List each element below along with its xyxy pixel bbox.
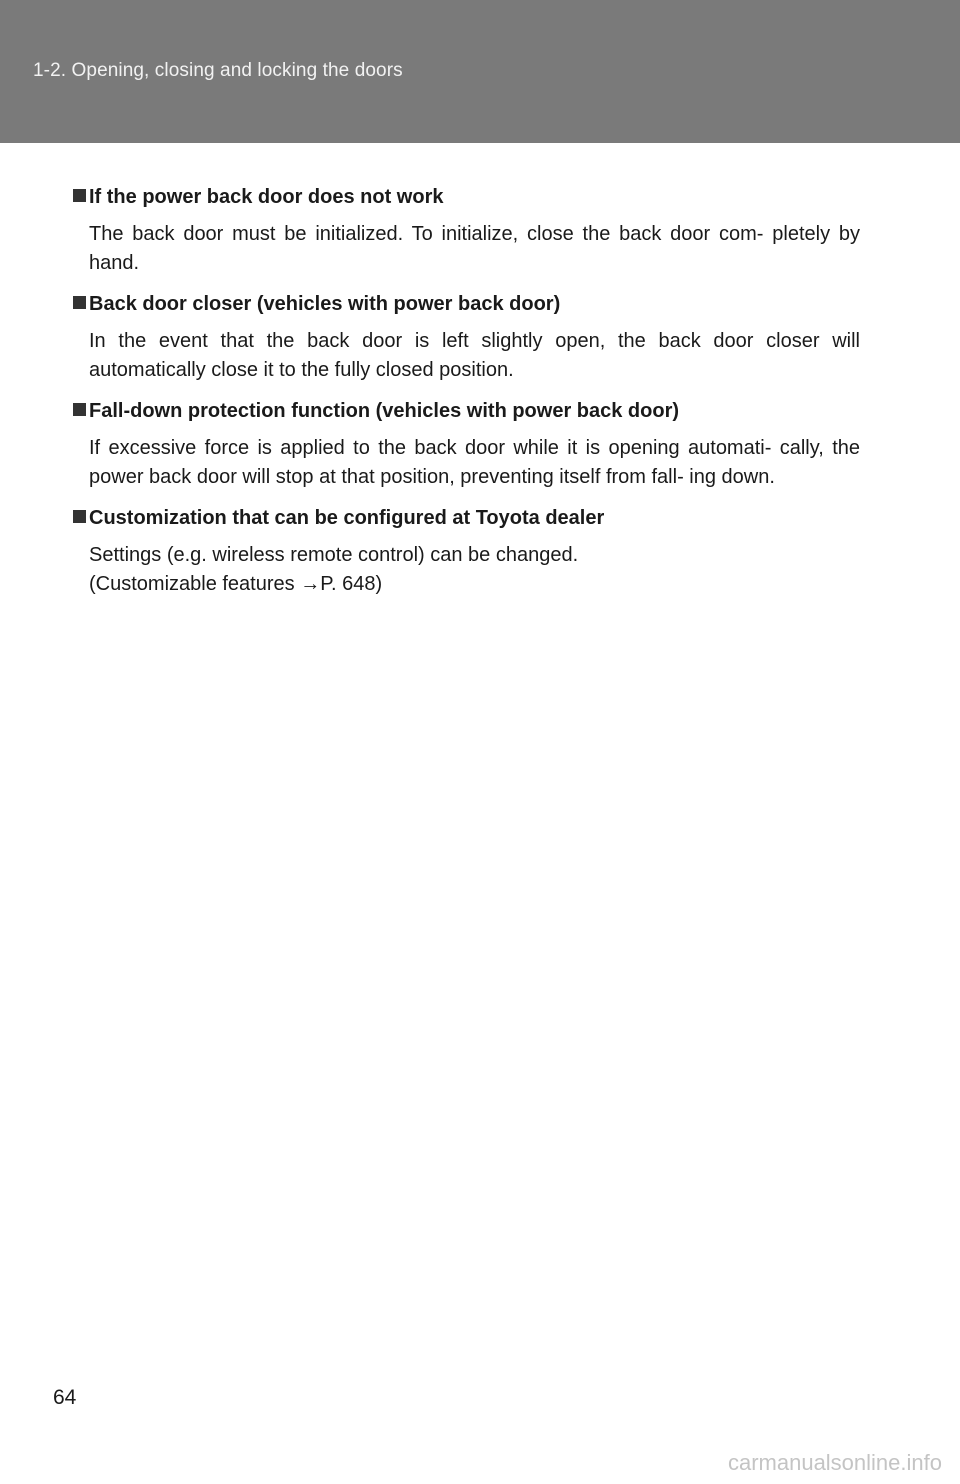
section-back-door-closer (73, 289, 860, 385)
page-header (0, 0, 960, 143)
square-bullet-icon (73, 403, 86, 416)
section-body: In the event that the back door is left slightly open, the back door closer will automatically close it to the fully closed position. (89, 330, 860, 381)
section-heading (73, 289, 860, 319)
page-number: 64 (53, 1386, 77, 1409)
square-bullet-icon (73, 510, 86, 523)
section-body: If excessive force is applied to the back door while it is opening automati- cally, the power back door will stop at that position, preventing itself from fall- ing down. (89, 437, 860, 488)
section-power-back-door-not-work (73, 182, 860, 278)
heading-text: Fall-down protection function (vehicles with power back door) (89, 400, 680, 422)
section-heading (73, 503, 860, 533)
section-body (73, 541, 860, 599)
body-line: Settings (e.g. wireless remote control) can be changed. (89, 544, 579, 566)
cross-reference-link[interactable]: (Customizable features →P. 648) (89, 573, 383, 595)
watermark: carmanualsonline.info (727, 1450, 942, 1475)
section-customization (73, 503, 860, 599)
square-bullet-icon (73, 296, 86, 309)
heading-text: Back door closer (vehicles with power back door) (89, 293, 561, 315)
section-heading (73, 182, 860, 212)
heading-text: If the power back door does not work (89, 186, 444, 208)
header-title: 1-2. Opening, closing and locking the doors (33, 60, 403, 81)
section-fall-down-protection (73, 396, 860, 492)
page-content (73, 182, 860, 610)
section-body: The back door must be initialized. To initialize, close the back door com- pletely by hand. (89, 223, 860, 274)
square-bullet-icon (73, 189, 86, 202)
heading-text: Customization that can be configured at Toyota dealer (89, 507, 605, 529)
section-heading (73, 396, 860, 426)
